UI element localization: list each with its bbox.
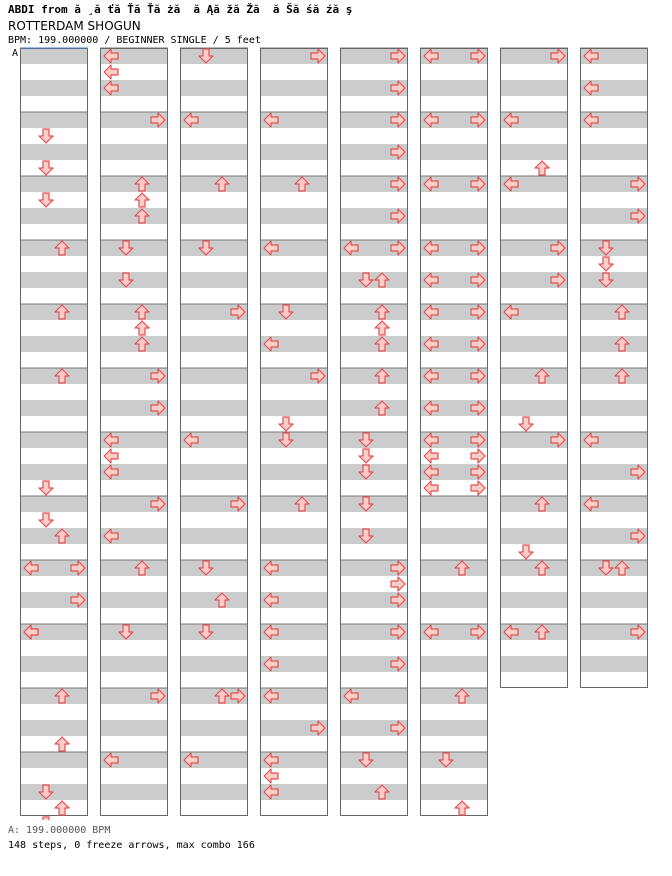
beat-stripe <box>20 464 88 480</box>
beat-stripe <box>180 48 248 64</box>
beat-stripe <box>20 528 88 544</box>
beat-stripe <box>340 528 408 544</box>
beat-stripe <box>20 208 88 224</box>
beat-stripe <box>420 688 488 704</box>
beat-stripe <box>260 80 328 96</box>
beat-stripe <box>100 784 168 800</box>
chart-subtitle: BPM: 199.000000 / BEGINNER SINGLE / 5 feet <box>8 35 261 46</box>
beat-stripe <box>180 624 248 640</box>
beat-stripe <box>180 368 248 384</box>
beat-stripe <box>180 720 248 736</box>
beat-stripe <box>580 656 648 672</box>
beat-stripe <box>100 272 168 288</box>
beat-stripe <box>340 784 408 800</box>
beat-stripe <box>260 272 328 288</box>
beat-stripe <box>340 336 408 352</box>
beat-stripe <box>20 368 88 384</box>
beat-stripe <box>180 464 248 480</box>
beat-stripe <box>420 720 488 736</box>
beat-stripe <box>260 144 328 160</box>
beat-stripe <box>180 560 248 576</box>
beat-stripe <box>500 656 568 672</box>
beat-stripe <box>20 144 88 160</box>
artist-line: ABDI from ă ¸ă ťă Ťă Ťă żă ă Ąă žă Žă ă Šă śă źă ş <box>8 3 353 16</box>
beat-stripe <box>100 560 168 576</box>
beat-stripe <box>420 752 488 768</box>
beat-stripe <box>500 496 568 512</box>
beat-stripe <box>20 48 88 64</box>
beat-stripe <box>100 176 168 192</box>
beat-stripe <box>260 432 328 448</box>
beat-stripe <box>340 432 408 448</box>
beat-stripe <box>260 400 328 416</box>
beat-stripe <box>420 496 488 512</box>
beat-stripe <box>260 464 328 480</box>
beat-stripe <box>20 112 88 128</box>
down-arrow <box>39 817 53 820</box>
beat-stripe <box>180 80 248 96</box>
beat-stripe <box>100 304 168 320</box>
beat-stripe <box>420 560 488 576</box>
beat-stripe <box>500 464 568 480</box>
beat-stripe <box>500 528 568 544</box>
beat-stripe <box>500 144 568 160</box>
beat-stripe <box>180 528 248 544</box>
song-title: ROTTERDAM SHOGUN <box>8 19 141 33</box>
beat-stripe <box>340 496 408 512</box>
beat-stripe <box>260 528 328 544</box>
beat-stripe <box>20 400 88 416</box>
beat-stripe <box>100 208 168 224</box>
beat-stripe <box>580 560 648 576</box>
beat-stripe <box>500 592 568 608</box>
beat-stripe <box>100 144 168 160</box>
beat-stripe <box>580 144 648 160</box>
beat-stripe <box>500 80 568 96</box>
beat-stripe <box>20 336 88 352</box>
beat-stripe <box>20 784 88 800</box>
beat-stripe <box>180 784 248 800</box>
beat-stripe <box>20 496 88 512</box>
beat-stripe <box>20 752 88 768</box>
beat-stripe <box>420 592 488 608</box>
beat-stripe <box>420 528 488 544</box>
beat-stripe <box>580 272 648 288</box>
beat-stripe <box>20 176 88 192</box>
beat-stripe <box>500 208 568 224</box>
beat-stripe <box>500 560 568 576</box>
beat-stripe <box>260 304 328 320</box>
beat-stripe <box>180 592 248 608</box>
beat-stripe <box>20 720 88 736</box>
beat-stripe <box>20 656 88 672</box>
beat-stripe <box>100 624 168 640</box>
beat-stripe <box>20 432 88 448</box>
beat-stripe <box>20 240 88 256</box>
beat-stripe <box>180 176 248 192</box>
beat-stripe <box>580 400 648 416</box>
beat-stripe <box>340 272 408 288</box>
beat-stripe <box>580 304 648 320</box>
beat-stripe <box>420 144 488 160</box>
beat-stripe <box>100 592 168 608</box>
beat-stripe <box>180 208 248 224</box>
beat-stripe <box>20 304 88 320</box>
beat-stripe <box>180 400 248 416</box>
beat-stripe <box>420 208 488 224</box>
beat-stripe <box>180 144 248 160</box>
beat-stripe <box>260 208 328 224</box>
beat-stripe <box>20 688 88 704</box>
beat-stripe <box>580 240 648 256</box>
beat-stripe <box>420 80 488 96</box>
beat-stripe <box>180 336 248 352</box>
beat-stripe <box>340 400 408 416</box>
beat-stripe <box>580 368 648 384</box>
beat-stripe <box>420 656 488 672</box>
step-stats: 148 steps, 0 freeze arrows, max combo 166 <box>8 840 255 851</box>
beat-stripe <box>180 656 248 672</box>
beat-stripe <box>340 368 408 384</box>
beat-stripe <box>260 176 328 192</box>
beat-stripe <box>20 80 88 96</box>
beat-stripe <box>180 240 248 256</box>
beat-stripe <box>340 464 408 480</box>
bpm-legend: A: 199.000000 BPM <box>8 825 111 836</box>
beat-stripe <box>20 272 88 288</box>
beat-stripe <box>100 720 168 736</box>
beat-stripe <box>100 336 168 352</box>
bpm-marker: A <box>12 48 19 59</box>
beat-stripe <box>260 496 328 512</box>
beat-stripe <box>100 656 168 672</box>
beat-stripe <box>500 368 568 384</box>
beat-stripe <box>500 336 568 352</box>
beat-stripe <box>180 272 248 288</box>
beat-stripe <box>580 336 648 352</box>
beat-stripe <box>340 304 408 320</box>
beat-stripe <box>580 592 648 608</box>
beat-stripe <box>100 240 168 256</box>
beat-stripe <box>500 400 568 416</box>
beat-stripe <box>340 752 408 768</box>
beat-stripe <box>420 784 488 800</box>
